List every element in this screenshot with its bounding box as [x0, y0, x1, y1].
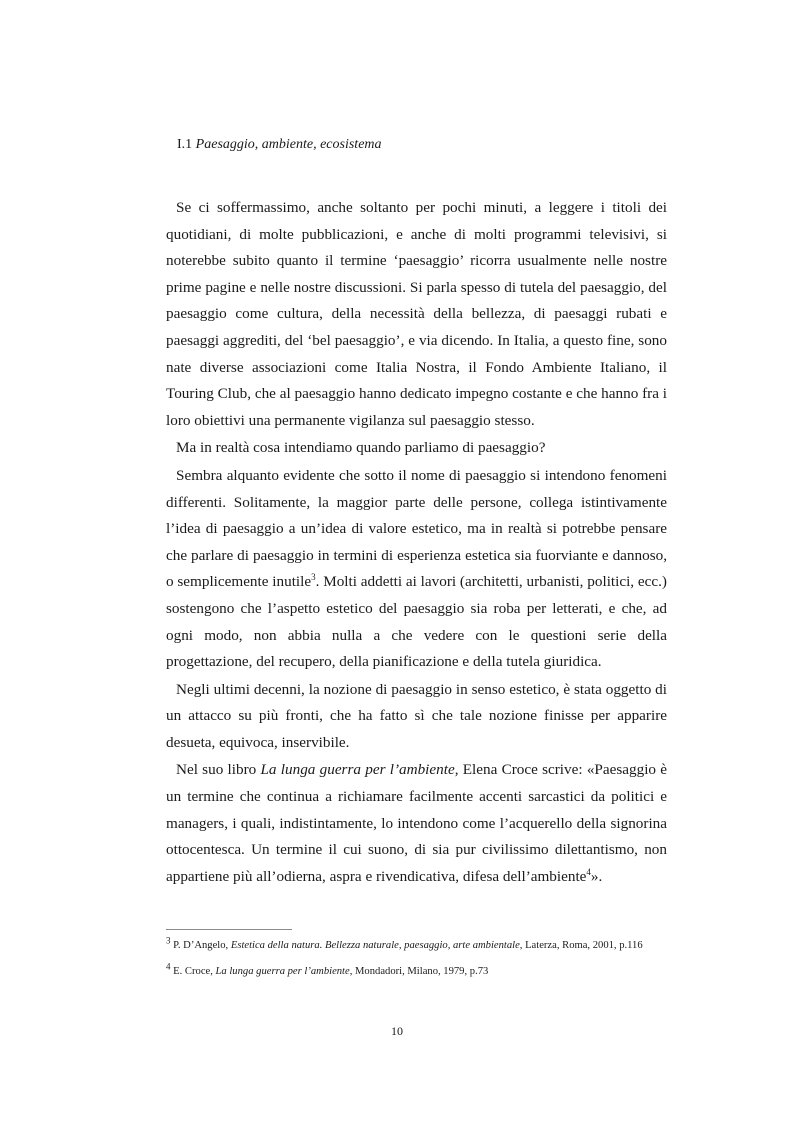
footnote-separator — [166, 929, 292, 930]
footnote-details: , Laterza, Roma, 2001, p.116 — [519, 940, 643, 951]
footnote-author: P. D’Angelo, — [173, 940, 231, 951]
paragraph-3 — [166, 463, 667, 676]
footnote-number: 3 — [166, 935, 171, 946]
body-text — [166, 195, 667, 890]
footnote-title: La lunga guerra per l’ambiente — [215, 966, 350, 977]
section-title: Paesaggio, ambiente, ecosistema — [195, 137, 382, 152]
paragraph-4: Negli ultimi decenni, la nozione di paesaggio in senso estetico, è stata oggetto di un attacco su più fronti, che ha fatto sì che tale nozione finisse per apparire desueta, equivoca, inservibile. — [166, 680, 667, 751]
paragraph-1: Se ci soffermassimo, anche soltanto per pochi minuti, a leggere i titoli dei quotidiani, di molte pubblicazioni, e anche di molti programmi televisivi, si noterebbe subito quanto il termine ‘paesaggio’ ricorra usualmente nelle nostre prime pagine e nelle nostre discussioni. Si parla spesso di tutela del paesaggio, del paesaggio come cultura, della necessità della bellezza, di paesaggi rubati e paesaggi aggrediti, del ‘bel paesaggio’, e via dicendo. In Italia, a questo fine, sono nate diverse associazioni come Italia Nostra, il Fondo Ambiente Italiano, il Touring Club, che al paesaggio hanno dedicato impegno costante e che hanno fra i loro obiettivi una permanente vigilanza sul paesaggio stesso. — [166, 199, 667, 429]
footnotes — [166, 935, 686, 991]
footnote-details: , Mondadori, Milano, 1979, p.73 — [349, 966, 489, 977]
footnote-ref-3[interactable]: 3 — [311, 572, 316, 583]
page-number: 10 — [391, 1024, 403, 1038]
paragraph-5-text-a: Nel suo libro — [176, 761, 261, 779]
footnote-title: Estetica della natura. Bellezza naturale, paesaggio, arte ambientale — [230, 940, 520, 951]
paragraph-5-text-b: , Elena Croce scrive: «Paesaggio è un termine che continua a richiamare facilmente accenti sarcastici da politici e managers, i quali, indistintamente, lo intendono come l’acquerello della signorina ottocentesca. Un termine il cui suono, di sia pur civilissimo dilettantismo, non appartiene più all’odierna, aspra e rivendicativa, difesa dell’ambiente — [166, 761, 668, 885]
footnote-3 — [166, 935, 686, 953]
paragraph-5-text-c: ». — [590, 867, 603, 885]
paragraph-3-text-b: . Molti addetti ai lavori (architetti, urbanisti, politici, ecc.) sostengono che l’aspetto estetico del paesaggio sia roba per letterati, e che, ad ogni modo, non abbia nulla a che vedere con le questioni serie della progettazione, del recupero, della pianificazione e della tutela giuridica. — [166, 573, 667, 671]
paragraph-3-text-a: Sembra alquanto evidente che sotto il nome di paesaggio si intendono fenomeni differenti. Solitamente, la maggior parte delle persone, collega istintivamente l’idea di paesaggio a un’idea di valore estetico, ma in realtà si potrebbe pensare che parlare di paesaggio in termini di esperienza estetica sia fuorviante e dannoso, o semplicemente inutile — [166, 466, 667, 591]
footnote-number: 4 — [166, 961, 171, 972]
paragraph-5 — [166, 757, 667, 890]
footnote-4 — [166, 961, 686, 979]
section-number: I.1 — [177, 137, 193, 152]
footnote-ref-4[interactable]: 4 — [586, 866, 591, 877]
paragraph-2: Ma in realtà cosa intendiamo quando parliamo di paesaggio? — [176, 439, 546, 457]
footnote-author: E. Croce, — [173, 966, 216, 977]
section-heading — [177, 137, 382, 153]
book-title: La lunga guerra per l’ambiente — [260, 761, 455, 779]
